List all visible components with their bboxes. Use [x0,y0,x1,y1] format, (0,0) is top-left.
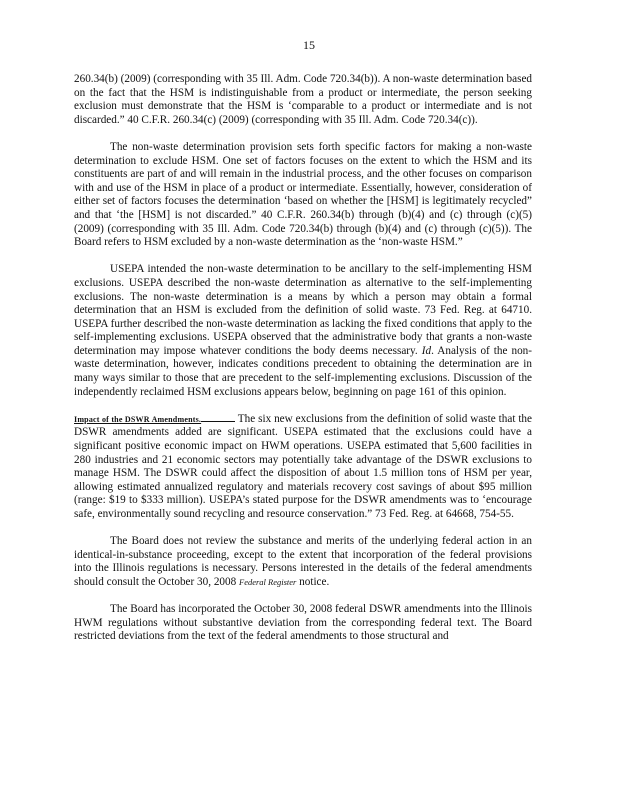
paragraph-text: The Board has incorporated the October 30, 2008 federal DSWR amendments into the Illinois HWM regulations without substantive deviation from the corresponding federal text. The Board restricted deviations from the text of the federal amendments to those structural and [74,603,532,643]
section-heading: Impact of the DSWR Amendments. [74,414,202,424]
paragraph-text: notice. [296,575,330,588]
document-body [74,73,532,658]
paragraph-text: The Board does not review the substance and merits of the underlying federal action in an identical-in-substance proceeding, except to the extent that incorporation of the federal provisions into the Illinois regulations is necessary. Persons interested in the details of the federal amendments should consult the October 30, 2008 [74,535,532,588]
paragraph-text: USEPA intended the non-waste determination to be ancillary to the self-implementing HSM exclusions. USEPA described the non-waste determination as alternative to the self-implementing exclusions. The non-waste determination is a means by which a person may obtain a formal determination that an HSM is excluded from the definition of solid waste. 73 Fed. Reg. at 64710. USEPA further described the non-waste determination as lacking the fixed conditions that apply to the self-implementing exclusions. USEPA observed that the administrative body that grants a non-waste determination may impose whatever conditions the body deems necessary. [74,263,532,357]
paragraph [74,73,532,127]
paragraph [74,535,532,589]
publication-title: Federal Register [239,576,297,587]
paragraph [74,263,532,399]
heading-underline [201,413,235,422]
paragraph [74,141,532,250]
italic-citation: Id [421,344,432,357]
paragraph-text: 260.34(b) (2009) (corresponding with 35 Ill. Adm. Code 720.34(b)). A non-waste determination based on the fact that the HSM is indistinguishable from a product or intermediate, the person seeking exclusion must demonstrate that the HSM is ‘comparable to a product or intermediate and is not discarded.” 40 C.F.R. 260.34(c) (2009) (corresponding with 35 Ill. Adm. Code 720.34(c)). [74,73,532,126]
paragraph-text: . Analysis of the non-waste determination, however, indicates conditions precedent to obtaining the determination are in many ways similar to those that are precedent to the self-implementing exclusions. Discussion of the independently reclaimed HSM exclusions appears below, beginning on page 161 of this opinion. [74,344,532,398]
paragraph [74,413,532,522]
paragraph [74,603,532,644]
paragraph-text: The non-waste determination provision sets forth specific factors for making a non-waste determination to exclude HSM. One set of factors focuses on the extent to which the HSM and its constituents are part of and will remain in the industrial process, and the other focuses on comparison with and use of the HSM in place of a product or intermediate. Essentially, however, consideration of either set of factors focuses the determination ‘based on whether the [HSM] is legitimately recycled” and that ‘the [HSM] is not discarded.” 40 C.F.R. 260.34(b) through (b)(4) and (c) through (c)(5) (2009) (corresponding with 35 Ill. Adm. Code 720.34(b) through (b)(4) and (c) through (c)(5)). The Board refers to HSM excluded by a non-waste determination as the ‘non-waste HSM.” [74,140,532,249]
paragraph-text: The six new exclusions from the definition of solid waste that the DSWR amendments added are significant. USEPA estimated that the exclusions could have a significant positive economic impact on HWM operations. USEPA estimated that 5,600 facilities in 280 industries and 21 economic sectors may potentially take advantage of the DSWR exclusions to manage HSM. The DSWR could affect the disposition of about 1.5 million tons of HSM per year, allowing estimated annualized regulatory and materials recovery cost savings of about $95 million (range: $19 to $333 million). USEPA’s stated purpose for the DSWR amendments was to ‘encourage safe, environmentally sound recycling and resource conservation.” 73 Fed. Reg. at 64668, 754-55. [74,412,532,520]
page-number: 15 [303,38,315,52]
